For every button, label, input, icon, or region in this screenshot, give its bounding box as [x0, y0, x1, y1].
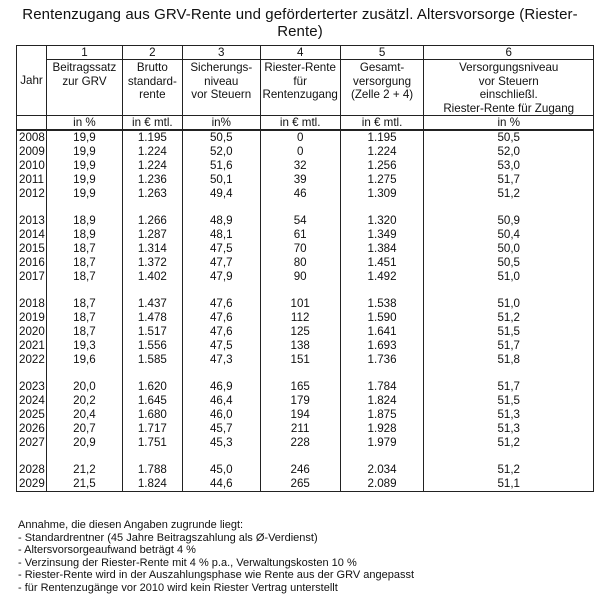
year-cell: 2018: [17, 297, 47, 311]
year-cell: 2015: [17, 242, 47, 256]
value-cell: 1.693: [340, 339, 424, 353]
value-cell: 1.309: [340, 187, 424, 201]
value-cell: 179: [260, 394, 340, 408]
column-label: [182, 60, 260, 116]
year-cell: 2022: [17, 353, 47, 367]
table-row: [17, 380, 594, 394]
value-cell: 61: [260, 228, 340, 242]
pension-table: [16, 45, 594, 492]
year-cell: 2023: [17, 380, 47, 394]
value-cell: 1.680: [122, 408, 182, 422]
year-cell: 2009: [17, 145, 47, 159]
value-cell: 1.224: [122, 159, 182, 173]
column-label-line: Rentenzugang: [262, 88, 338, 101]
value-cell: 1.263: [122, 187, 182, 201]
value-cell: 51,3: [424, 408, 594, 422]
year-cell: 2013: [17, 214, 47, 228]
value-cell: 1.824: [122, 477, 182, 492]
value-cell: 125: [260, 325, 340, 339]
value-cell: 51,8: [424, 353, 594, 367]
value-cell: 45,7: [182, 422, 260, 436]
column-label-line: einschließl.: [479, 88, 538, 101]
value-cell: 46: [260, 187, 340, 201]
notes-intro: Annahme, die diesen Angaben zugrunde liegt:: [18, 519, 244, 531]
note-item: - Riester-Rente wird in der Auszahlungsphase wie Rente aus der GRV angepasst: [18, 569, 415, 582]
column-number: 4: [260, 46, 340, 60]
value-cell: 112: [260, 311, 340, 325]
table-row: [17, 187, 594, 201]
column-label-line: rente: [139, 88, 166, 101]
value-cell: 18,9: [46, 228, 122, 242]
value-cell: 1.451: [340, 256, 424, 270]
value-cell: 2.089: [340, 477, 424, 492]
value-cell: 47,5: [182, 242, 260, 256]
note-item: - Verzinsung der Riester-Rente mit 4 % p.a., Verwaltungskosten 10 %: [18, 556, 357, 569]
value-cell: 18,7: [46, 242, 122, 256]
value-cell: 51,6: [182, 159, 260, 173]
value-cell: 19,9: [46, 145, 122, 159]
value-cell: 45,3: [182, 436, 260, 450]
column-number: 6: [424, 46, 594, 60]
value-cell: 20,9: [46, 436, 122, 450]
table-row: [17, 173, 594, 187]
value-cell: 1.717: [122, 422, 182, 436]
column-number: 5: [340, 46, 424, 60]
column-label: [46, 60, 122, 116]
value-cell: 51,2: [424, 187, 594, 201]
table-row: [17, 145, 594, 159]
note-item: - Altersvorsorgeaufwand beträgt 4 %: [18, 544, 196, 557]
table-row: [17, 436, 594, 450]
column-label-line: Brutto: [136, 61, 168, 74]
year-cell: 2019: [17, 311, 47, 325]
value-cell: 50,5: [424, 130, 594, 145]
value-cell: 138: [260, 339, 340, 353]
value-cell: 151: [260, 353, 340, 367]
value-cell: 50,4: [424, 228, 594, 242]
table-row: [17, 297, 594, 311]
value-cell: 20,7: [46, 422, 122, 436]
column-number-row: [17, 46, 594, 60]
year-cell: 2020: [17, 325, 47, 339]
value-cell: 90: [260, 270, 340, 284]
value-cell: 46,0: [182, 408, 260, 422]
year-column-header: Jahr: [17, 46, 47, 116]
column-unit: in € mtl.: [122, 116, 182, 131]
table-row: [17, 339, 594, 353]
column-label-line: standard-: [127, 74, 177, 88]
table-row: [17, 270, 594, 284]
column-number: 3: [182, 46, 260, 60]
value-cell: 1.979: [340, 436, 424, 450]
column-label: [260, 60, 340, 116]
table-title: Rentenzugang aus GRV-Rente und geförderterter zusätzl. Altersvorsorge (Riester-Rente): [22, 6, 578, 40]
note-item: - Standardrentner (45 Jahre Beitragszahlung als Ø-Verdienst): [18, 531, 318, 544]
value-cell: 1.492: [340, 270, 424, 284]
year-cell: 2008: [17, 130, 47, 145]
value-cell: 2.034: [340, 463, 424, 477]
table-row: [17, 325, 594, 339]
table-row: [17, 130, 594, 145]
value-cell: 51,2: [424, 436, 594, 450]
year-cell: 2024: [17, 394, 47, 408]
value-cell: 50,9: [424, 214, 594, 228]
table-row: [17, 228, 594, 242]
value-cell: 1.224: [122, 145, 182, 159]
year-cell: 2029: [17, 477, 47, 492]
value-cell: 50,0: [424, 242, 594, 256]
year-cell: 2025: [17, 408, 47, 422]
value-cell: 50,5: [424, 256, 594, 270]
value-cell: 21,5: [46, 477, 122, 492]
value-cell: 51,7: [424, 339, 594, 353]
group-spacer: [17, 284, 594, 297]
value-cell: 46,9: [182, 380, 260, 394]
value-cell: 1.437: [122, 297, 182, 311]
value-cell: 19,6: [46, 353, 122, 367]
value-cell: 47,6: [182, 325, 260, 339]
value-cell: 44,6: [182, 477, 260, 492]
unit-cell-empty: [17, 116, 47, 131]
value-cell: 20,2: [46, 394, 122, 408]
group-spacer: [17, 450, 594, 463]
value-cell: 1.266: [122, 214, 182, 228]
value-cell: 47,6: [182, 311, 260, 325]
value-cell: 53,0: [424, 159, 594, 173]
year-cell: 2028: [17, 463, 47, 477]
column-label-line: vor Steuern: [478, 74, 539, 88]
column-unit: in%: [182, 116, 260, 131]
assumptions-notes: [18, 519, 414, 595]
value-cell: 1.751: [122, 436, 182, 450]
unit-row: [17, 116, 594, 131]
value-cell: 1.824: [340, 394, 424, 408]
value-cell: 21,2: [46, 463, 122, 477]
value-cell: 52,0: [424, 145, 594, 159]
value-cell: 47,3: [182, 353, 260, 367]
year-cell: 2014: [17, 228, 47, 242]
value-cell: 18,7: [46, 325, 122, 339]
column-label-row: [17, 60, 594, 116]
value-cell: 45,0: [182, 463, 260, 477]
value-cell: 51,0: [424, 270, 594, 284]
value-cell: 32: [260, 159, 340, 173]
value-cell: 1.195: [122, 130, 182, 145]
table-row: [17, 422, 594, 436]
table-row: [17, 477, 594, 492]
value-cell: 70: [260, 242, 340, 256]
group-spacer: [17, 201, 594, 214]
value-cell: 228: [260, 436, 340, 450]
value-cell: 194: [260, 408, 340, 422]
value-cell: 265: [260, 477, 340, 492]
column-label-line: Riester-Rente: [264, 61, 336, 74]
value-cell: 1.275: [340, 173, 424, 187]
value-cell: 1.384: [340, 242, 424, 256]
table-row: [17, 353, 594, 367]
column-label-line: Riester-Rente für Zugang: [443, 101, 575, 115]
table-row: [17, 408, 594, 422]
value-cell: 1.517: [122, 325, 182, 339]
value-cell: 20,0: [46, 380, 122, 394]
value-cell: 46,4: [182, 394, 260, 408]
table-row: [17, 256, 594, 270]
table-body: [17, 130, 594, 492]
value-cell: 80: [260, 256, 340, 270]
column-label-line: vor Steuern: [191, 88, 252, 101]
value-cell: 1.556: [122, 339, 182, 353]
value-cell: 48,9: [182, 214, 260, 228]
table-row: [17, 242, 594, 256]
value-cell: 51,7: [424, 173, 594, 187]
column-label-line: Beitragssatz: [52, 61, 117, 74]
value-cell: 101: [260, 297, 340, 311]
column-unit: in € mtl.: [260, 116, 340, 131]
column-label-line: Gesamt-: [359, 61, 405, 74]
value-cell: 1.224: [340, 145, 424, 159]
value-cell: 51,1: [424, 477, 594, 492]
table-row: [17, 214, 594, 228]
value-cell: 50,1: [182, 173, 260, 187]
year-cell: 2026: [17, 422, 47, 436]
value-cell: 1.402: [122, 270, 182, 284]
table-row: [17, 311, 594, 325]
value-cell: 51,5: [424, 394, 594, 408]
value-cell: 18,7: [46, 311, 122, 325]
value-cell: 19,3: [46, 339, 122, 353]
column-label-line: (Zelle 2 + 4): [350, 88, 414, 101]
value-cell: 1.320: [340, 214, 424, 228]
value-cell: 20,4: [46, 408, 122, 422]
value-cell: 48,1: [182, 228, 260, 242]
value-cell: 1.645: [122, 394, 182, 408]
value-cell: 49,4: [182, 187, 260, 201]
value-cell: 18,7: [46, 270, 122, 284]
value-cell: 0: [260, 145, 340, 159]
value-cell: 47,9: [182, 270, 260, 284]
value-cell: 1.784: [340, 380, 424, 394]
value-cell: 1.314: [122, 242, 182, 256]
value-cell: 51,2: [424, 311, 594, 325]
column-label: [340, 60, 424, 116]
year-cell: 2010: [17, 159, 47, 173]
column-label-line: Versorgungsniveau: [459, 61, 559, 74]
value-cell: 1.736: [340, 353, 424, 367]
value-cell: 1.788: [122, 463, 182, 477]
column-number: 1: [46, 46, 122, 60]
column-label-line: für: [293, 74, 307, 88]
column-unit: in %: [46, 116, 122, 131]
column-label-line: Sicherungs-: [190, 61, 253, 74]
table-row: [17, 463, 594, 477]
value-cell: 39: [260, 173, 340, 187]
year-cell: 2012: [17, 187, 47, 201]
value-cell: 18,7: [46, 297, 122, 311]
value-cell: 246: [260, 463, 340, 477]
column-unit: in € mtl.: [340, 116, 424, 131]
value-cell: 47,5: [182, 339, 260, 353]
column-label-line: versorgung: [353, 74, 412, 88]
value-cell: 51,2: [424, 463, 594, 477]
value-cell: 47,7: [182, 256, 260, 270]
year-cell: 2017: [17, 270, 47, 284]
value-cell: 52,0: [182, 145, 260, 159]
value-cell: 1.256: [340, 159, 424, 173]
value-cell: 1.538: [340, 297, 424, 311]
value-cell: 19,9: [46, 130, 122, 145]
table-row: [17, 394, 594, 408]
column-label-line: niveau: [204, 74, 239, 88]
year-cell: 2016: [17, 256, 47, 270]
value-cell: 1.349: [340, 228, 424, 242]
value-cell: 18,9: [46, 214, 122, 228]
value-cell: 1.236: [122, 173, 182, 187]
year-cell: 2027: [17, 436, 47, 450]
value-cell: 1.478: [122, 311, 182, 325]
column-label: [122, 60, 182, 116]
value-cell: 1.372: [122, 256, 182, 270]
value-cell: 51,5: [424, 325, 594, 339]
table-header: [17, 46, 594, 131]
value-cell: 1.928: [340, 422, 424, 436]
value-cell: 19,9: [46, 159, 122, 173]
value-cell: 50,5: [182, 130, 260, 145]
column-label: [424, 60, 594, 116]
group-spacer: [17, 367, 594, 380]
value-cell: 1.875: [340, 408, 424, 422]
year-cell: 2021: [17, 339, 47, 353]
value-cell: 211: [260, 422, 340, 436]
column-label-line: zur GRV: [62, 74, 107, 88]
value-cell: 165: [260, 380, 340, 394]
value-cell: 47,6: [182, 297, 260, 311]
value-cell: 18,7: [46, 256, 122, 270]
value-cell: 1.195: [340, 130, 424, 145]
value-cell: 51,3: [424, 422, 594, 436]
column-unit: in %: [424, 116, 594, 131]
value-cell: 1.590: [340, 311, 424, 325]
value-cell: 0: [260, 130, 340, 145]
value-cell: 1.620: [122, 380, 182, 394]
value-cell: 1.287: [122, 228, 182, 242]
column-number: 2: [122, 46, 182, 60]
value-cell: 51,7: [424, 380, 594, 394]
year-cell: 2011: [17, 173, 47, 187]
value-cell: 19,9: [46, 173, 122, 187]
value-cell: 1.585: [122, 353, 182, 367]
value-cell: 19,9: [46, 187, 122, 201]
value-cell: 1.641: [340, 325, 424, 339]
value-cell: 54: [260, 214, 340, 228]
value-cell: 51,0: [424, 297, 594, 311]
note-item: - für Rentenzugänge vor 2010 wird kein Riester Vertrag unterstellt: [18, 581, 338, 594]
table-row: [17, 159, 594, 173]
